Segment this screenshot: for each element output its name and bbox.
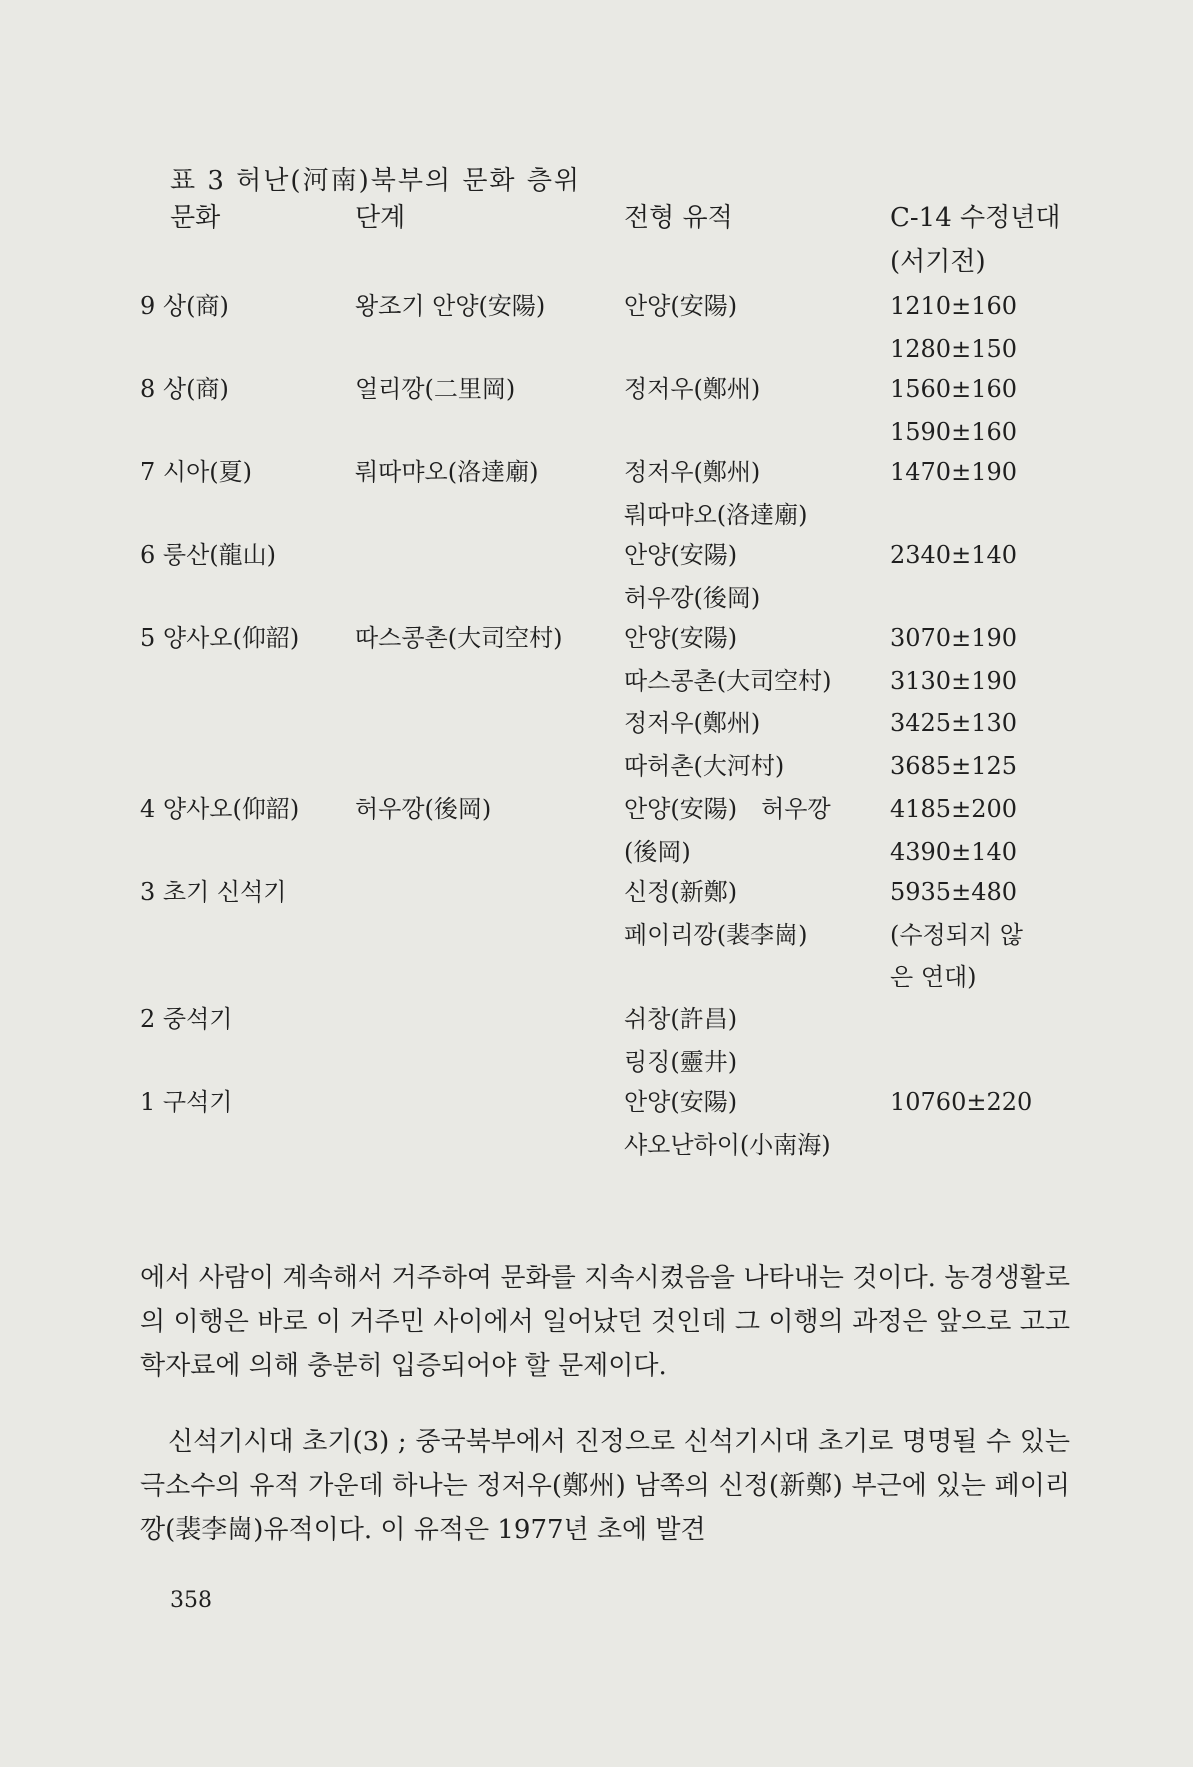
row-stage: 얼리깡(二里岡) <box>355 375 516 403</box>
body-paragraph: 에서 사람이 계속해서 거주하여 문화를 지속시켰음을 나타내는 것이다. 농경생활로의 이행은 바로 이 거주민 사이에서 일어났던 것인데 그 이행의 과정은 앞으로 고고학자료에 의해 충분히 입증되어야 할 문제이다. <box>140 1263 1070 1381</box>
row-site: 안양(安陽) 허우깡 <box>624 795 831 823</box>
row-site: 쉬창(許昌) <box>624 1005 738 1033</box>
culture-stratigraphy-table <box>140 196 1080 1163</box>
table-row <box>140 450 1080 533</box>
row-site: 정저우(鄭州) <box>624 458 761 486</box>
row-stage: 허우깡(後岡) <box>355 795 492 823</box>
row-site: 안양(安陽) <box>624 541 738 569</box>
table-row <box>140 284 1080 367</box>
row-culture: 5 양사오(仰韶) <box>140 624 300 652</box>
row-date: 2340±140 <box>890 541 1017 569</box>
table-row <box>140 787 1080 870</box>
row-culture: 9 상(商) <box>140 292 229 320</box>
row-date: 10760±220 <box>890 1088 1033 1116</box>
row-date: 1590±160 <box>890 417 1017 446</box>
header-date-sub: (서기전) <box>890 247 986 277</box>
header-culture: 문화 <box>170 203 221 233</box>
row-stage: 왕조기 안양(安陽) <box>355 292 546 320</box>
row-date: 3130±190 <box>890 666 1017 695</box>
table-row <box>140 870 1080 997</box>
row-culture: 2 중석기 <box>140 1005 233 1033</box>
row-date: (수정되지 않 <box>890 920 1023 949</box>
table-row <box>140 533 1080 616</box>
row-site: 정저우(鄭州) <box>624 375 761 403</box>
table-row <box>140 997 1080 1080</box>
table-row <box>140 1080 1080 1163</box>
row-site: 페이리깡(裴李崗) <box>624 920 808 949</box>
row-date: 4390±140 <box>890 837 1017 866</box>
row-date: 5935±480 <box>890 878 1017 906</box>
body-paragraph: 신석기시대 초기(3) ; 중국북부에서 진정으로 신석기시대 초기로 명명될 수 있는 극소수의 유적 가운데 하나는 정저우(鄭州) 남쪽의 신정(新鄭) 부근에 있는 페이리깡(裴李崗)유적이다. 이 유적은 1977년 초에 발견 <box>140 1427 1070 1545</box>
row-date: 은 연대) <box>890 963 977 991</box>
row-culture: 6 룽산(龍山) <box>140 541 276 569</box>
row-stage: 따스콩촌(大司空村) <box>355 624 563 652</box>
row-site: 따스콩촌(大司空村) <box>624 666 832 695</box>
row-site: 뤄따먀오(洛達廟) <box>624 500 808 529</box>
row-site: 안양(安陽) <box>624 624 738 652</box>
page-number: 358 <box>170 1588 212 1613</box>
table-header-row <box>140 196 1080 240</box>
row-date: 4185±200 <box>890 795 1017 823</box>
table-header-row-sub <box>140 240 1080 284</box>
row-culture: 8 상(商) <box>140 375 229 403</box>
header-date: C-14 수정년대 <box>890 203 1061 233</box>
row-date: 3070±190 <box>890 624 1017 652</box>
row-stage: 뤄따먀오(洛達廟) <box>355 458 539 486</box>
row-date: 3425±130 <box>890 709 1017 737</box>
row-date: 1210±160 <box>890 292 1017 320</box>
row-culture: 1 구석기 <box>140 1088 233 1116</box>
row-site: (後岡) <box>624 837 691 866</box>
table-row <box>140 616 1080 787</box>
row-site: 안양(安陽) <box>624 1088 738 1116</box>
row-site: 샤오난하이(小南海) <box>624 1130 831 1159</box>
table-row <box>140 367 1080 450</box>
row-date: 1560±160 <box>890 375 1017 403</box>
row-site: 정저우(鄭州) <box>624 709 761 737</box>
header-site: 전형 유적 <box>624 203 733 233</box>
table-caption: 표 3 허난(河南)북부의 문화 층위 <box>170 166 582 196</box>
table-body <box>140 284 1080 1163</box>
row-date: 1470±190 <box>890 458 1017 486</box>
row-culture: 7 시아(夏) <box>140 458 252 486</box>
row-site: 따허촌(大河村) <box>624 751 785 780</box>
row-date: 3685±125 <box>890 751 1017 780</box>
row-site: 허우깡(後岡) <box>624 583 761 612</box>
row-site: 링징(靈井) <box>624 1047 738 1076</box>
row-site: 신정(新鄭) <box>624 878 738 906</box>
header-stage: 단계 <box>355 203 406 233</box>
row-date: 1280±150 <box>890 334 1017 363</box>
row-culture: 4 양사오(仰韶) <box>140 795 300 823</box>
row-culture: 3 초기 신석기 <box>140 878 287 906</box>
row-site: 안양(安陽) <box>624 292 738 320</box>
